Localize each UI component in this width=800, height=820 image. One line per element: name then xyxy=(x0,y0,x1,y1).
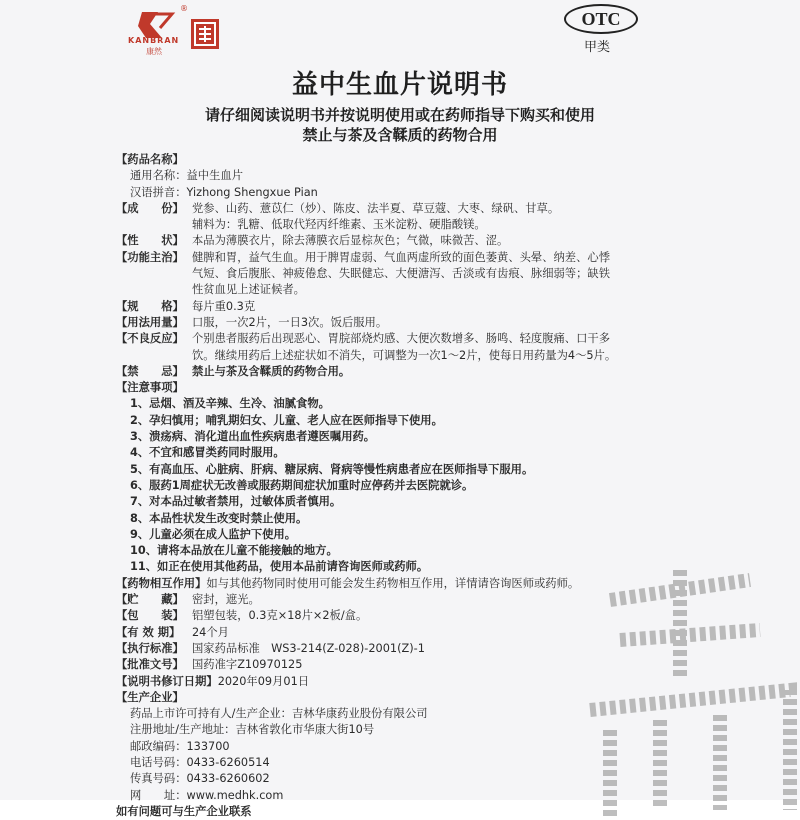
character: 本品为薄膜衣片，除去薄膜衣后显棕灰色；气微，味微苦、涩。 xyxy=(192,234,509,248)
note-item: 7、对本品过敏者禁用，过敏体质者慎用。 xyxy=(130,495,342,509)
package: 铝塑包装，0.3克×18片×2板/盒。 xyxy=(192,609,368,623)
otc-class: 甲类 xyxy=(584,40,611,55)
note-item: 4、不宜和感冒类药同时服用。 xyxy=(130,446,285,460)
pinyin: Yizhong Shengxue Pian xyxy=(186,185,318,199)
warning-line-1: 请仔细阅读说明书并按说明使用或在药师指导下购买和使用 xyxy=(204,106,595,124)
interaction-label: 【药物相互作用】 xyxy=(116,576,207,590)
function-line-2: 气短、食后腹胀、神疲倦怠、失眠健忘、大便溏泻、舌淡或有齿痕、脉细弱等；缺铁 xyxy=(192,267,610,281)
note-item: 8、本品性状发生改变时禁止使用。 xyxy=(130,511,308,525)
contra-label: 【禁 忌】 xyxy=(116,364,184,378)
warning-line-2: 禁止与茶及含鞣质的药物合用 xyxy=(302,126,498,144)
header xyxy=(0,0,800,60)
note-item: 11、如正在使用其他药品，使用本品前请咨询医师或药师。 xyxy=(130,560,429,574)
holder: 吉林华康药业股份有限公司 xyxy=(291,707,428,721)
footer-note: 如有问题可与生产企业联系 xyxy=(116,804,252,818)
package-label: 【包 装】 xyxy=(116,609,184,623)
phone-label: 电话号码： xyxy=(130,755,187,769)
adverse-line-1: 个别患者服药后出现恶心、胃脘部烧灼感、大便次数增多、肠鸣、轻度腹痛、口干多 xyxy=(192,332,610,346)
note-item: 3、溃疡病、消化道出血性疾病患者遵医嘱用药。 xyxy=(130,430,376,444)
fax: 0433-6260602 xyxy=(186,772,270,786)
address: 吉林省敦化市华康大街10号 xyxy=(235,723,375,737)
phone: 0433-6260514 xyxy=(186,755,270,769)
note-item: 1、忌烟、酒及辛辣、生冷、油腻食物。 xyxy=(130,397,330,411)
zip: 133700 xyxy=(186,739,230,753)
document-title: 益中生血片说明书 xyxy=(291,70,508,100)
usage-label: 【用法用量】 xyxy=(116,315,184,329)
revision-label: 【说明书修订日期】 xyxy=(116,674,218,688)
note-item: 6、服药1周症状无改善或服药期间症状加重时应停药并去医院就诊。 xyxy=(130,478,474,492)
note-item: 9、儿童必须在成人监护下使用。 xyxy=(130,527,297,541)
pinyin-label: 汉语拼音： xyxy=(130,185,187,199)
function-line-1: 健脾和胃，益气生血。用于脾胃虚弱、气血两虚所致的面色萎黄、头晕、纳差、心悸 xyxy=(192,250,610,264)
storage: 密封，遮光。 xyxy=(192,593,260,607)
seal-icon xyxy=(190,18,220,50)
insert-content xyxy=(116,152,676,820)
notes-list xyxy=(116,396,676,575)
storage-label: 【贮 藏】 xyxy=(116,593,184,607)
spec-label: 【规 格】 xyxy=(116,299,184,313)
fax-label: 传真号码： xyxy=(130,772,187,786)
otc-mark: OTC xyxy=(564,4,638,34)
adverse-label: 【不良反应】 xyxy=(116,332,184,346)
interaction: 如与其他药物同时使用可能会发生药物相互作用，详情请咨询医师或药师。 xyxy=(206,576,580,590)
note-item: 5、有高血压、心脏病、肝病、糖尿病、肾病等慢性病患者应在医师指导下服用。 xyxy=(130,462,534,476)
spec: 每片重0.3克 xyxy=(192,299,256,313)
character-label: 【性 状】 xyxy=(116,234,184,248)
note-item: 2、孕妇慎用；哺乳期妇女、儿童、老人应在医师指导下使用。 xyxy=(130,413,443,427)
brand-name-cn: 康然 xyxy=(146,47,162,56)
function-label: 【功能主治】 xyxy=(116,250,184,264)
common-name-label: 通用名称： xyxy=(130,169,187,183)
approval-label: 【批准文号】 xyxy=(116,658,184,672)
zip-label: 邮政编码： xyxy=(130,739,187,753)
standard-label: 【执行标准】 xyxy=(116,641,184,655)
web: www.medhk.com xyxy=(186,788,284,802)
section-name-label: 【药品名称】 xyxy=(116,153,184,166)
common-name: 益中生血片 xyxy=(186,169,243,183)
note-item: 10、请将本品放在儿童不能接触的地方。 xyxy=(130,544,338,558)
function-line-3: 性贫血见上述证候者。 xyxy=(192,283,305,297)
ingredients: 党参、山药、薏苡仁（炒）、陈皮、法半夏、草豆蔻、大枣、绿矾、甘草。 xyxy=(192,201,560,215)
registered-mark: ® xyxy=(180,4,188,13)
ingredients-label: 【成 份】 xyxy=(116,201,184,215)
adverse-line-2: 饮。继续用药后上述症状如不消失，可调整为一次1～2片，使每日用药量为4～5片。 xyxy=(192,348,617,362)
holder-label: 药品上市许可持有人/生产企业： xyxy=(130,707,292,721)
brand-name-en: KANBRAN xyxy=(128,36,180,45)
web-label: 网 址： xyxy=(130,788,187,802)
validity-label: 【有 效 期】 xyxy=(116,625,181,639)
usage: 口服，一次2片，一日3次。饭后服用。 xyxy=(192,315,388,329)
excipients: 辅料为：乳糖、低取代羟丙纤维素、玉米淀粉、硬脂酸镁。 xyxy=(192,218,486,232)
revision: 2020年09月01日 xyxy=(217,674,310,688)
validity: 24个月 xyxy=(192,625,229,639)
notes-label: 【注意事项】 xyxy=(116,381,184,395)
company-label: 【生产企业】 xyxy=(116,690,184,704)
contra: 禁止与茶及含鞣质的药物合用。 xyxy=(192,364,351,378)
approval: 国药准字Z10970125 xyxy=(192,658,303,672)
standard: 国家药品标准 WS3-214(Z-028)-2001(Z)-1 xyxy=(192,641,425,655)
address-label: 注册地址/生产地址： xyxy=(130,723,236,737)
